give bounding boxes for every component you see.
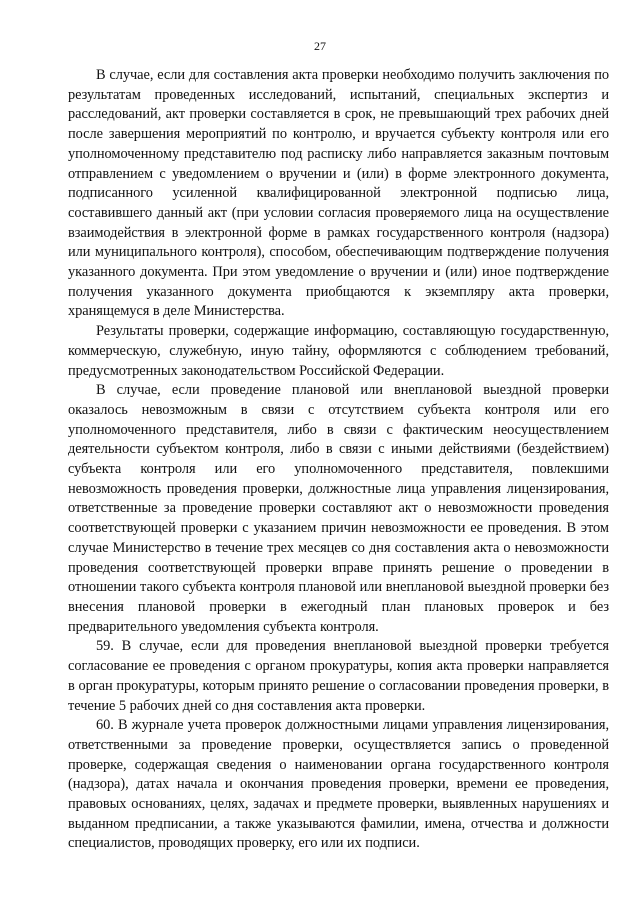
paragraph-act-deadline: В случае, если для составления акта проверки необходимо получить заключения по результатам проведенных исследований, испытаний, специальных экспертиз и расследований, акт проверки составляется в срок, не превышающий трех рабочих дней после завершения мероприятий по контролю, и вручается субъекту контроля или его уполномоченному представителю под расписку либо направляется заказным почтовым отправлением с уведомлением о вручении и (или) в форме электронного документа, подписанного усиленной квалифицированной электронной подписью лица, составившего данный акт (при условии согласия проверяемого лица на осуществление взаимодействия в электронной форме в рамках государственного контроля (надзора) или муниципального контроля), способом, обеспечивающим подтверждение получения указанного документа. При этом уведомление о вручении и (или) иное подтверждение получения указанного документа приобщаются к экземпляру акта проверки, хранящемуся в деле Министерства. (68, 67, 609, 320)
paragraph-59-prosecutor-copy: 59. В случае, если для проведения внеплановой выездной проверки требуется согласование ее проведения с органом прокуратуры, копия акта проверки направляется в орган прокуратуры, которым принято решение о согласовании проведения проверки, в течение 5 рабочих дней со дня составления акта проверки. (68, 638, 609, 714)
paragraph-impossible-inspection: В случае, если проведение плановой или внеплановой выездной проверки оказалось невозможным в связи с отсутствием субъекта контроля или его уполномоченного представителя, либо в связи с фактическим неосуществлением деятельности субъектом контроля, либо в связи с иными действиями (бездействием) субъекта контроля или его уполномоченного представителя, повлекшими невозможность проведения проверки, должностные лица управления лицензирования, ответственные за проведение проверки составляют акт о невозможности проведения соответствующей проверки с указанием причин невозможности ее проведения. В этом случае Министерство в течение трех месяцев со дня составления акта о невозможности проведения соответствующей проверки вправе принять решение о проведении в отношении такого субъекта контроля плановой или внеплановой выездной проверки без внесения плановой проверки в ежегодный план плановых проверок и без предварительного уведомления субъекта контроля. (68, 382, 609, 635)
paragraph-60-inspection-log: 60. В журнале учета проверок должностными лицами управления лицензирования, ответственными за проведение проверки, осуществляется запись о проведенной проверке, содержащая сведения о наименовании органа государственного контроля (надзора), датах начала и окончания проведения проверки, времени ее проведения, правовых основаниях, целях, задачах и предмете проверки, выявленных нарушениях и выданном предписании, а также указываются фамилии, имена, отчества и должности специалистов, проводящих проверку, его или их подписи. (68, 717, 609, 852)
paragraph-confidential-results: Результаты проверки, содержащие информацию, составляющую государственную, коммерческую, служебную, иную тайну, оформляются с соблюдением требований, предусмотренных законодательством Российской Федерации. (68, 323, 609, 379)
document-body (68, 66, 609, 854)
page-number: 27 (314, 39, 326, 53)
